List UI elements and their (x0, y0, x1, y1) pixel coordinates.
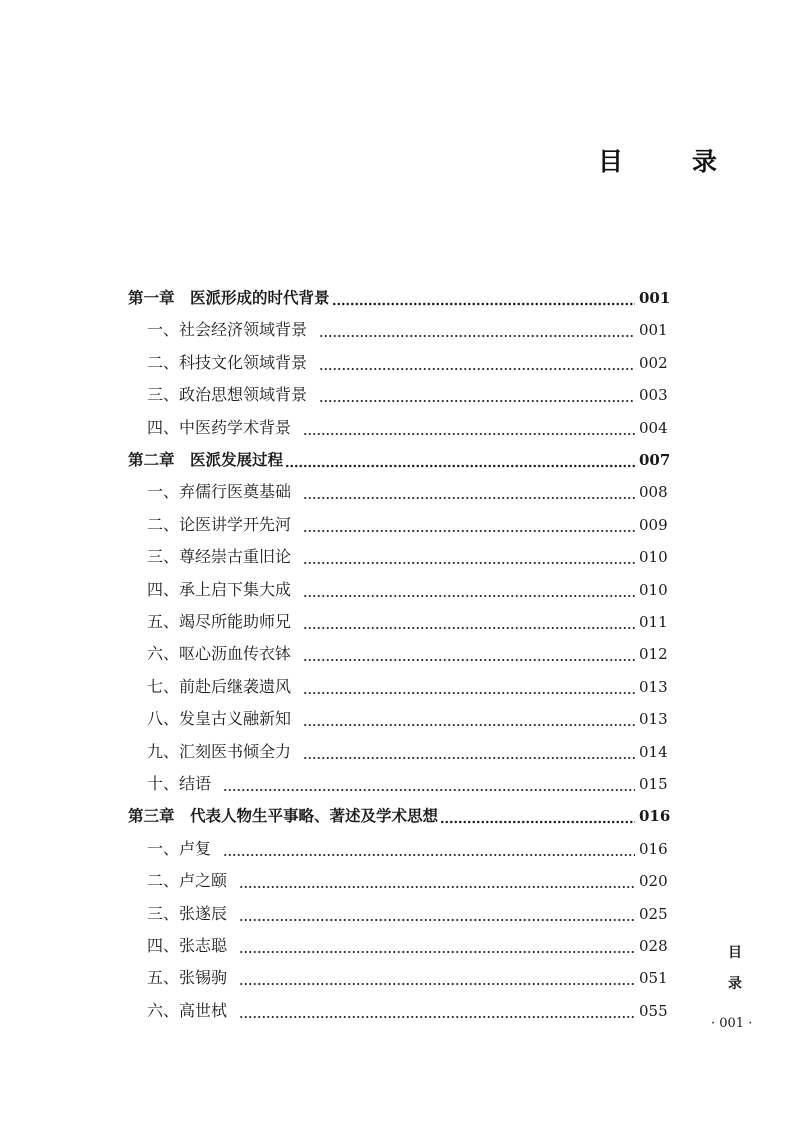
toc-entry-page: 013 (639, 710, 668, 729)
toc-section-entry[interactable] (147, 998, 667, 1024)
toc-entry-label: 十、结语 (147, 774, 212, 793)
toc-entry-page: 051 (639, 969, 668, 988)
toc-entry-page: 013 (639, 677, 668, 696)
toc-entry-page: 016 (639, 807, 671, 826)
toc-section-entry[interactable] (147, 868, 667, 894)
toc-entry-label: 六、高世栻 (147, 1000, 228, 1020)
running-title (727, 938, 743, 1000)
dot-leader (239, 868, 635, 894)
dot-leader (223, 836, 635, 862)
dot-leader (285, 447, 635, 473)
dot-leader (239, 965, 635, 991)
toc-entry-label: 七、前赴后继袭遗风 (147, 676, 292, 696)
toc-section-entry[interactable] (147, 382, 667, 408)
toc-entry-page: 010 (639, 548, 668, 567)
dot-leader (303, 544, 635, 570)
toc-entry-page: 055 (639, 1001, 668, 1020)
toc-section-entry[interactable] (147, 901, 667, 927)
toc-entry-label: 四、承上启下集大成 (147, 579, 292, 599)
toc-section-entry[interactable] (147, 577, 667, 603)
toc-entry-page: 020 (639, 872, 668, 891)
toc-entry-page: 007 (639, 451, 671, 469)
dot-leader (303, 577, 635, 603)
toc-entry-label: 五、张锡驹 (147, 968, 228, 988)
toc-entry-label: 一、社会经济领域背景 (147, 320, 308, 340)
toc-entry-label: 五、竭尽所能助师兄 (147, 612, 292, 631)
toc-entry-label: 四、中医药学术背景 (147, 417, 292, 437)
toc-section-entry[interactable] (147, 933, 667, 959)
dot-leader (303, 609, 635, 635)
dot-leader (303, 512, 635, 538)
toc-entry-label: 三、政治思想领域背景 (147, 385, 308, 405)
toc-entry-page: 028 (639, 937, 668, 955)
toc-entry-label: 三、尊经崇古重旧论 (147, 547, 292, 567)
toc-section-entry[interactable] (147, 771, 667, 797)
toc-entry-page: 001 (639, 289, 671, 307)
toc-section-entry[interactable] (147, 512, 667, 538)
dot-leader (319, 382, 635, 408)
toc-entry-label: 二、科技文化领域背景 (147, 352, 308, 372)
dot-leader (303, 479, 635, 505)
toc-section-entry[interactable] (147, 609, 667, 635)
toc-entry-page: 002 (639, 353, 668, 372)
toc-entry-label: 一、卢复 (147, 838, 212, 858)
toc-entry-page: 003 (639, 386, 668, 405)
toc-section-entry[interactable] (147, 674, 667, 700)
toc-entry-label: 四、张志聪 (147, 936, 228, 955)
toc-section-entry[interactable] (147, 544, 667, 570)
toc-entry-page: 025 (639, 904, 668, 923)
toc-entry-label: 第一章 医派形成的时代背景 (128, 289, 330, 307)
toc-entry-page: 016 (639, 839, 668, 858)
dot-leader (239, 901, 635, 927)
toc-section-entry[interactable] (147, 836, 667, 862)
dot-leader (223, 771, 635, 797)
toc-entry-label: 二、卢之颐 (147, 871, 228, 891)
toc-entry-label: 第二章 医派发展过程 (128, 451, 284, 469)
toc-chapter-entry[interactable] (128, 447, 671, 473)
toc-entry-page: 009 (639, 515, 668, 534)
dot-leader (239, 998, 635, 1024)
dot-leader (303, 415, 635, 441)
toc-entry-label: 八、发皇古义融新知 (147, 709, 292, 729)
toc-entry-label: 二、论医讲学开先河 (147, 514, 292, 534)
toc-section-entry[interactable] (147, 965, 667, 991)
dot-leader (319, 317, 635, 343)
dot-leader (332, 285, 635, 311)
toc-section-entry[interactable] (147, 317, 667, 343)
toc-entry-label: 三、张遂辰 (147, 903, 228, 923)
toc-chapter-entry[interactable] (128, 803, 671, 829)
toc-section-entry[interactable] (147, 350, 667, 376)
toc-section-entry[interactable] (147, 706, 667, 732)
toc-section-entry[interactable] (147, 641, 667, 667)
toc-entry-label: 九、汇刻医书倾全力 (147, 741, 292, 761)
toc-entry-label: 第三章 代表人物生平事略、著述及学术思想 (128, 807, 439, 826)
dot-leader (303, 641, 635, 667)
toc-entry-page: 011 (639, 613, 668, 631)
toc-section-entry[interactable] (147, 479, 667, 505)
dot-leader (239, 933, 635, 959)
toc-entry-page: 012 (639, 645, 668, 664)
dot-leader (319, 350, 635, 376)
toc-entry-page: 004 (639, 418, 668, 437)
toc-entry-page: 001 (639, 321, 668, 340)
toc-entry-page: 010 (639, 580, 668, 599)
toc-entry-label: 六、呕心沥血传衣钵 (147, 644, 292, 664)
toc-entry-page: 008 (639, 483, 668, 502)
page-number: · 001 · (711, 1016, 753, 1031)
running-title-char: 录 (728, 976, 742, 992)
toc-entry-label: 一、弃儒行医奠基础 (147, 482, 292, 502)
toc-chapter-entry[interactable] (128, 285, 671, 311)
dot-leader (303, 674, 635, 700)
toc-section-entry[interactable] (147, 739, 667, 765)
dot-leader (303, 739, 635, 765)
toc-entry-page: 014 (639, 742, 668, 761)
page-title: 目 录 (598, 147, 740, 176)
dot-leader (303, 706, 635, 732)
toc-section-entry[interactable] (147, 415, 667, 441)
running-title-char: 目 (728, 945, 742, 961)
dot-leader (440, 803, 635, 829)
toc-entry-page: 015 (639, 775, 668, 793)
